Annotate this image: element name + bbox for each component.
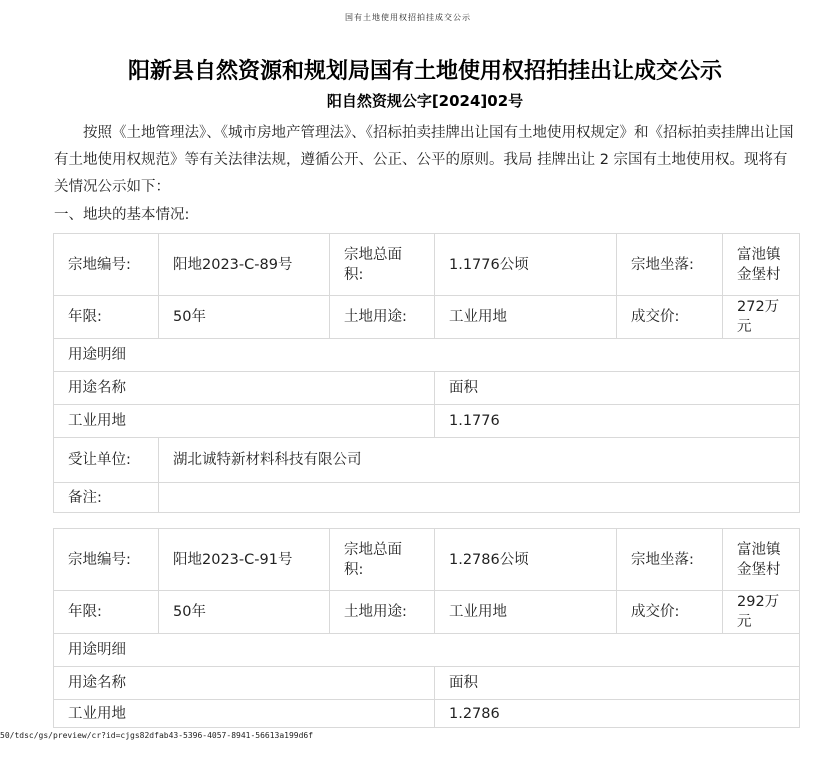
document-number: 阳自然资规公字[2024]02号 [326, 92, 524, 110]
label-total-area: 宗地总面积: [330, 529, 435, 591]
label-location: 宗地坐落: [617, 529, 723, 591]
label-remarks: 备注: [54, 483, 159, 513]
value-term: 50年 [159, 591, 330, 634]
label-price: 成交价: [617, 591, 723, 634]
value-parcel-no: 阳地2023-C-91号 [159, 529, 330, 591]
value-location: 富池镇金堡村 [723, 234, 800, 296]
value-total-area: 1.1776公顷 [435, 234, 617, 296]
footer-url: 50/tdsc/gs/preview/cr?id=cjgs82dfab43-5396-4057-8941-56613a199d6f [0, 731, 314, 740]
label-transferee: 受让单位: [54, 438, 159, 483]
value-remarks [159, 483, 800, 513]
use-name-value: 工业用地 [54, 405, 435, 438]
page-title: 阳新县自然资源和规划局国有土地使用权招拍挂出让成交公示 [127, 59, 722, 84]
section-heading: 一、地块的基本情况: [54, 207, 190, 223]
value-total-area: 1.2786公顷 [435, 529, 617, 591]
page-header: 国有土地使用权招拍挂成交公示 [345, 13, 471, 22]
area-value: 1.2786 [435, 700, 800, 728]
use-detail-heading: 用途明细 [54, 634, 800, 667]
value-term: 50年 [159, 296, 330, 339]
label-term: 年限: [54, 296, 159, 339]
use-name-header: 用途名称 [54, 667, 435, 700]
value-use: 工业用地 [435, 296, 617, 339]
intro-paragraph: 按照《土地管理法》、《城市房地产管理法》、《招标拍卖挂牌出让国有土地使用权规定》和《招标拍卖挂牌出让国有土地使用权规范》等有关法律法规，遵循公开、公正、公平的原则。我局 挂牌出让 2 宗国有土地使用权。现将有关情况公示如下： [54, 125, 794, 195]
value-location: 富池镇金堡村 [723, 529, 800, 591]
use-detail-heading: 用途明细 [54, 339, 800, 372]
label-use: 土地用途: [330, 591, 435, 634]
parcel-table-1 [53, 233, 800, 513]
label-parcel-no: 宗地编号: [54, 529, 159, 591]
label-use: 土地用途: [330, 296, 435, 339]
label-total-area: 宗地总面积: [330, 234, 435, 296]
parcel-table-2 [53, 528, 800, 728]
value-price: 292万元 [723, 591, 800, 634]
value-parcel-no: 阳地2023-C-89号 [159, 234, 330, 296]
label-price: 成交价: [617, 296, 723, 339]
label-location: 宗地坐落: [617, 234, 723, 296]
value-use: 工业用地 [435, 591, 617, 634]
area-header: 面积 [435, 667, 800, 700]
label-term: 年限: [54, 591, 159, 634]
value-price: 272万元 [723, 296, 800, 339]
label-parcel-no: 宗地编号: [54, 234, 159, 296]
use-name-value: 工业用地 [54, 700, 435, 728]
area-header: 面积 [435, 372, 800, 405]
use-name-header: 用途名称 [54, 372, 435, 405]
value-transferee: 湖北诚特新材料科技有限公司 [159, 438, 800, 483]
area-value: 1.1776 [435, 405, 800, 438]
